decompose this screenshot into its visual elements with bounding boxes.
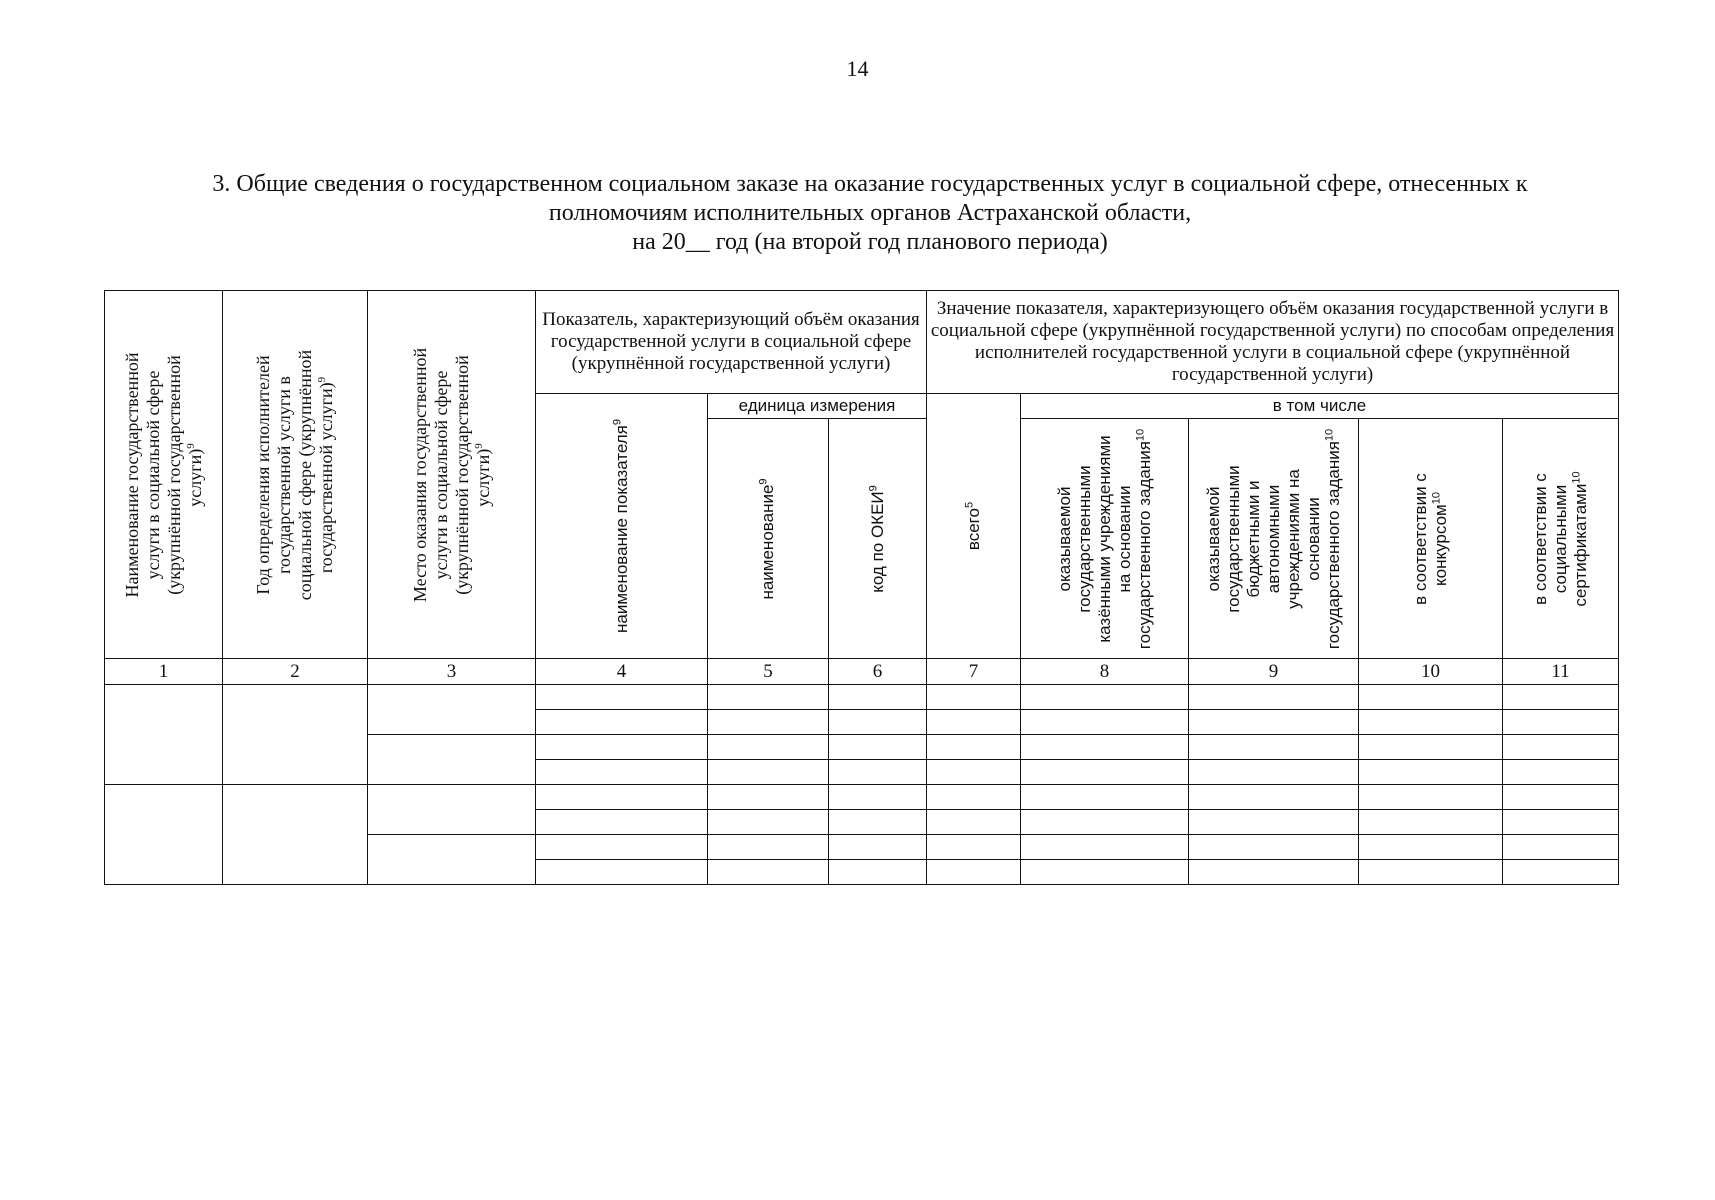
table-cell[interactable] bbox=[1503, 835, 1619, 860]
header-col-2-text: Год определения исполнителей государственной услуги в социальной сфере (укрупнённой государственной услуги) bbox=[253, 349, 336, 600]
table-cell[interactable] bbox=[927, 685, 1021, 710]
table-row bbox=[105, 685, 1619, 710]
table-cell[interactable] bbox=[708, 785, 829, 810]
table-cell[interactable] bbox=[1021, 685, 1189, 710]
table-cell[interactable] bbox=[927, 760, 1021, 785]
header-col-3 bbox=[368, 291, 536, 659]
header-col-7 bbox=[927, 394, 1021, 659]
table-cell[interactable] bbox=[708, 810, 829, 835]
table-cell[interactable] bbox=[1503, 685, 1619, 710]
header-col-1-text: Наименование государственной услуги в социальной сфере (укрупнённой государственной услуги) bbox=[121, 352, 205, 597]
table-cell[interactable] bbox=[536, 685, 708, 710]
header-col-11-sup: 10 bbox=[1569, 470, 1582, 484]
header-col-1 bbox=[105, 291, 223, 659]
page-number: 14 bbox=[846, 56, 869, 81]
table-cell[interactable] bbox=[927, 835, 1021, 860]
header-col-3-text: Место оказания государственной услуги в социальной сфере (укрупнённой государственной услуги) bbox=[409, 347, 493, 602]
table-cell[interactable] bbox=[1189, 685, 1359, 710]
column-number: 6 bbox=[829, 659, 927, 685]
table-cell[interactable] bbox=[1021, 810, 1189, 835]
table-cell[interactable] bbox=[927, 785, 1021, 810]
including-header: в том числе bbox=[1021, 394, 1619, 419]
table-cell[interactable] bbox=[829, 735, 927, 760]
header-col-2 bbox=[223, 291, 368, 659]
header-col-10-text: в соответствии с конкурсом bbox=[1410, 472, 1450, 605]
value-group-header: Значение показателя, характеризующего объём оказания государственной услуги в социальной сфере (укрупнённой государственной услуги) по способам определения исполнителей государственной услуги в социальной сфере (укрупнённой государственной услуги) bbox=[927, 291, 1619, 394]
table-cell[interactable] bbox=[1021, 835, 1189, 860]
table-cell[interactable] bbox=[1189, 785, 1359, 810]
place-cell[interactable] bbox=[368, 735, 536, 785]
table-cell[interactable] bbox=[829, 710, 927, 735]
header-col-2-sup: 9 bbox=[316, 376, 328, 382]
table-cell[interactable] bbox=[1359, 860, 1503, 885]
header-col-10 bbox=[1359, 419, 1503, 659]
table-cell[interactable] bbox=[1359, 710, 1503, 735]
table-cell[interactable] bbox=[927, 810, 1021, 835]
column-number: 11 bbox=[1503, 659, 1619, 685]
column-number: 8 bbox=[1021, 659, 1189, 685]
table-cell[interactable] bbox=[1021, 760, 1189, 785]
unit-header: единица измерения bbox=[708, 394, 927, 419]
place-cell[interactable] bbox=[368, 835, 536, 885]
table-cell[interactable] bbox=[829, 760, 927, 785]
table-cell[interactable] bbox=[1503, 785, 1619, 810]
service-name-cell[interactable] bbox=[105, 685, 223, 785]
table-cell[interactable] bbox=[829, 835, 927, 860]
title-line-3: на 20__ год (на второй год планового периода) bbox=[632, 229, 1108, 255]
table-cell[interactable] bbox=[1021, 785, 1189, 810]
table-cell[interactable] bbox=[536, 760, 708, 785]
table-cell[interactable] bbox=[1503, 860, 1619, 885]
header-col-6-text: код по ОКЕИ bbox=[867, 490, 887, 593]
title-line-1: 3. Общие сведения о государственном социальном заказе на оказание государственных услуг в социальной сфере, отнесенных к bbox=[212, 171, 1528, 197]
header-col-10-sup: 10 bbox=[1429, 491, 1442, 504]
table-cell[interactable] bbox=[1189, 835, 1359, 860]
table-cell[interactable] bbox=[829, 860, 927, 885]
header-col-11-text: в соответствии с социальными сертификатами bbox=[1530, 472, 1590, 607]
table-cell[interactable] bbox=[708, 835, 829, 860]
column-number: 4 bbox=[536, 659, 708, 685]
table-cell[interactable] bbox=[1189, 710, 1359, 735]
column-number: 5 bbox=[708, 659, 829, 685]
year-cell[interactable] bbox=[223, 685, 368, 785]
table-cell[interactable] bbox=[829, 785, 927, 810]
table-cell[interactable] bbox=[1021, 735, 1189, 760]
table-cell[interactable] bbox=[1021, 710, 1189, 735]
header-col-8 bbox=[1021, 419, 1189, 659]
table-cell[interactable] bbox=[927, 860, 1021, 885]
table-cell[interactable] bbox=[1503, 760, 1619, 785]
column-number: 7 bbox=[927, 659, 1021, 685]
table-row bbox=[105, 785, 1619, 810]
table-cell[interactable] bbox=[1021, 860, 1189, 885]
place-cell[interactable] bbox=[368, 785, 536, 835]
column-number-row bbox=[105, 659, 1619, 685]
table-cell[interactable] bbox=[1359, 785, 1503, 810]
column-number: 10 bbox=[1359, 659, 1503, 685]
header-col-9-text: оказываемой государственными бюджетными и автономными учреждениями на основании государственного задания bbox=[1203, 440, 1343, 649]
header-col-9 bbox=[1189, 419, 1359, 659]
table-cell[interactable] bbox=[1503, 710, 1619, 735]
table-cell[interactable] bbox=[708, 860, 829, 885]
table-cell[interactable] bbox=[1503, 735, 1619, 760]
column-number: 2 bbox=[223, 659, 368, 685]
table-cell[interactable] bbox=[708, 760, 829, 785]
table-cell[interactable] bbox=[1359, 735, 1503, 760]
header-col-11 bbox=[1503, 419, 1619, 659]
table-cell[interactable] bbox=[1189, 860, 1359, 885]
table-cell[interactable] bbox=[1189, 810, 1359, 835]
table-cell[interactable] bbox=[536, 710, 708, 735]
header-col-7-text: всего bbox=[963, 508, 983, 551]
header-col-8-sup: 10 bbox=[1133, 428, 1146, 441]
table-cell[interactable] bbox=[1359, 835, 1503, 860]
column-number: 9 bbox=[1189, 659, 1359, 685]
table-cell[interactable] bbox=[1189, 735, 1359, 760]
year-cell[interactable] bbox=[223, 785, 368, 885]
table-cell[interactable] bbox=[829, 685, 927, 710]
header-col-5 bbox=[708, 419, 829, 659]
table-cell[interactable] bbox=[1189, 760, 1359, 785]
table-cell[interactable] bbox=[708, 685, 829, 710]
table-cell[interactable] bbox=[927, 710, 1021, 735]
section-title bbox=[100, 170, 1640, 257]
table-cell[interactable] bbox=[708, 710, 829, 735]
table-cell[interactable] bbox=[1359, 810, 1503, 835]
header-col-4-text: наименование показателя bbox=[611, 425, 631, 634]
header-col-4-sup: 9 bbox=[610, 418, 623, 426]
table-cell[interactable] bbox=[927, 735, 1021, 760]
table-cell[interactable] bbox=[536, 785, 708, 810]
header-col-6-sup: 9 bbox=[866, 484, 879, 491]
header-col-4 bbox=[536, 394, 708, 659]
social-order-table bbox=[104, 290, 1619, 885]
table-cell[interactable] bbox=[1359, 685, 1503, 710]
place-cell[interactable] bbox=[368, 685, 536, 735]
indicator-group-header: Показатель, характеризующий объём оказания государственной услуги в социальной сфере (укрупнённой государственной услуги) bbox=[536, 291, 927, 394]
header-col-5-text: наименование bbox=[758, 484, 777, 600]
header-col-9-sup: 10 bbox=[1322, 428, 1335, 441]
column-number: 1 bbox=[105, 659, 223, 685]
table-cell[interactable] bbox=[536, 735, 708, 760]
header-col-6 bbox=[829, 419, 927, 659]
header-col-5-sup: 9 bbox=[757, 477, 770, 485]
table-cell[interactable] bbox=[536, 810, 708, 835]
table-cell[interactable] bbox=[829, 810, 927, 835]
service-name-cell[interactable] bbox=[105, 785, 223, 885]
table-cell[interactable] bbox=[708, 735, 829, 760]
column-number: 3 bbox=[368, 659, 536, 685]
header-col-1-sup: 9 bbox=[184, 442, 197, 449]
table-cell[interactable] bbox=[536, 835, 708, 860]
table-cell[interactable] bbox=[1359, 760, 1503, 785]
table-cell[interactable] bbox=[536, 860, 708, 885]
header-col-3-sup: 9 bbox=[472, 442, 485, 449]
header-col-7-sup: 5 bbox=[962, 501, 975, 509]
table-cell[interactable] bbox=[1503, 810, 1619, 835]
header-col-8-text: оказываемой государственными казёнными учреждениями на основании государственного задания bbox=[1054, 434, 1154, 649]
title-line-2: полномочиям исполнительных органов Астраханской области, bbox=[548, 200, 1192, 226]
